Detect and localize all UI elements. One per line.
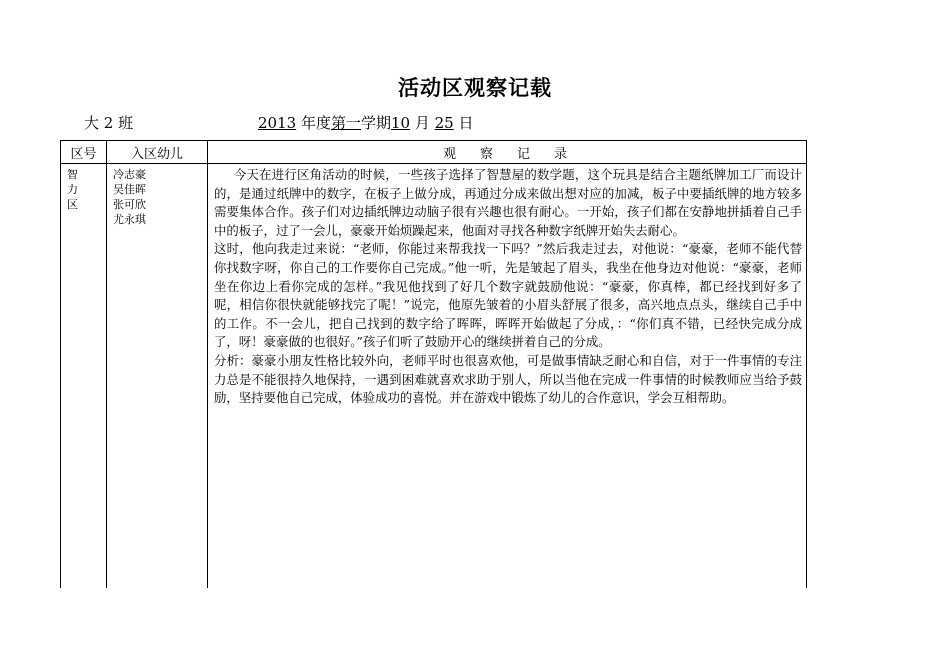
analysis-paragraph: 分析：豪豪小朋友性格比较外向，老师平时也很喜欢他，可是做事情缺乏耐心和自信，对于一件事情的专注力总是不能很持久地保持，一遇到困难就喜欢求助于别人，所以当他在完成一件事情的时候教师应当给予鼓励，坚持要他自己完成，体验成功的喜悦。并在游戏中锻炼了幼儿的合作意识，学会互相帮助。 <box>214 352 802 406</box>
day-value: 25 <box>434 114 454 132</box>
term-suffix: 学期 <box>360 114 391 132</box>
header-children: 入区幼儿 <box>107 141 208 164</box>
page-title: 活动区观察记载 <box>398 76 552 100</box>
record-meta <box>84 112 474 133</box>
child-name: 冷志豪 <box>113 168 146 181</box>
observation-table <box>60 140 807 588</box>
day-suffix: 日 <box>453 114 474 132</box>
observation-cell <box>208 164 807 589</box>
header-observation: 观察记录 <box>208 141 807 164</box>
header-zone: 区号 <box>61 141 107 164</box>
observation-paragraph: 今天在进行区角活动的时候，一些孩子选择了智慧屋的数学题，这个玩具是结合主题纸牌加工厂而设计的，是通过纸牌中的数字，在板子上做分成，再通过分成来做出想对应的加减，板子中要插纸牌的地方较多需要集体合作。孩子们对边插纸牌边动脑子很有兴趣也很有耐心。一开始，孩子们都在安静地拼插着自己手中的板子，过了一会儿，豪豪开始烦躁起来，他面对寻找各种数字纸牌开始失去耐心。 <box>214 167 802 238</box>
term-value: 第一 <box>330 114 361 132</box>
table-row <box>61 164 807 589</box>
children-cell <box>107 164 208 589</box>
month-value: 10 <box>391 114 411 132</box>
month-suffix: 月 <box>410 114 435 132</box>
observation-paragraph: 这时，他向我走过来说：“老师，你能过来帮我找一下吗？”然后我走过去，对他说：“豪豪，老师不能代替你找数字呀，你自己的工作要你自己完成。”他一听，先是皱起了眉头，我坐在他身边对他说：“豪豪，老师坐在你边上看你完成的怎样。”我见他找到了好几个数字就鼓励他说：“豪豪，你真棒，都已经找到好多了呢，相信你很快就能够找完了呢！”说完，他原先皱着的小眉头舒展了很多，高兴地点点头，继续自己手中的工作。不一会儿，把自己找到的数字给了晖晖，晖晖开始做起了分成，：“你们真不错，已经快完成分成了，呀！豪豪做的也很好。”孩子们听了鼓励开心的继续拼着自己的分成。 <box>214 241 802 350</box>
child-name: 吴佳晖 <box>113 183 146 196</box>
child-name: 张可欣 <box>113 198 146 211</box>
table-header-row <box>61 141 807 164</box>
year-suffix: 年度 <box>296 114 331 132</box>
zone-cell: 智力区 <box>61 164 107 589</box>
child-name: 尤永琪 <box>113 213 146 226</box>
class-name: 大 2 班 <box>84 114 134 132</box>
year-value: 2013 <box>258 114 297 132</box>
